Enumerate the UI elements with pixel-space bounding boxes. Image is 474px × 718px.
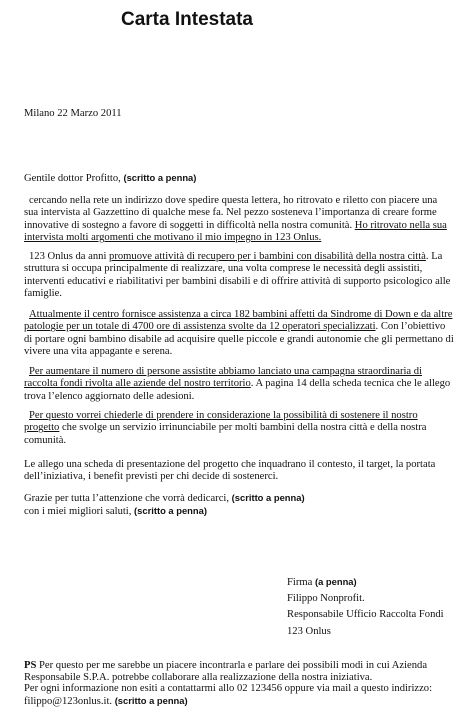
paragraph-1 [24, 195, 454, 245]
postscript-contact: Per ogni informazione non esiti a contattarmi allo 02 123456 oppure via mail a questo indirizzo: filippo@123onlus.it. [24, 683, 433, 707]
paragraph-1-underlined: Ho ritrovato nella sua intervista molti argomenti che motivano il mio impegno in 123 Onlus. [24, 219, 447, 244]
closing-line-2-text: con i miei migliori saluti, [24, 506, 135, 518]
signer-name: Filippo Nonprofit. [287, 593, 365, 605]
letterhead-title: Carta Intestata [121, 9, 253, 30]
handwritten-note: (scritto a penna) [123, 172, 197, 183]
paragraph-6: Le allego una scheda di presentazione del progetto che inquadrano il contesto, il target, la portata dell’iniziativa, i benefit previsti per chi decide di sostenerci. [24, 459, 436, 483]
paragraph-3 [24, 309, 454, 359]
signature-block [287, 574, 444, 640]
paragraph-4 [24, 366, 454, 403]
greeting [24, 172, 454, 185]
paragraph-2-pre: 123 Onlus da anni [29, 251, 110, 262]
paragraph-2-underlined: promuove attività di recupero per i bambini con disabilità della nostra città [109, 251, 426, 262]
postscript [24, 660, 464, 707]
closing-line-2 [24, 505, 454, 518]
paragraph-4-post: . A pagina 14 della scheda tecnica che le allego trova l’elenco aggiornato delle adesioni. [24, 378, 451, 402]
postscript-line-2 [24, 683, 464, 707]
handwritten-note: (scritto a penna) [134, 505, 207, 517]
signature-label: Firma [287, 577, 315, 588]
greeting-text: Gentile dottor Profitto, [24, 173, 124, 184]
signer-role: Responsabile Ufficio Raccolta Fondi [287, 609, 444, 621]
paragraph-3-underlined: Attualmente il centro fornisce assistenza a circa 182 bambini affetti da Sindrome di Down e da altre patologie per un totale di 4700 ore di assistenza svolte da 12 operatori specializzati [24, 309, 453, 333]
paragraph-4-underlined: Per aumentare il numero di persone assistite abbiamo lanciato una campagna straordinaria di raccolta fondi rivolta alle aziende del nostro territorio [24, 366, 423, 390]
paragraph-5-post: che svolge un servizio irrinunciabile per molti bambini della nostra città e della nostra comunità. [24, 422, 427, 446]
handwritten-note: (scritto a penna) [114, 694, 188, 706]
paragraph-5 [24, 410, 454, 447]
closing-line-1-text: Grazie per tutta l’attenzione che vorrà dedicarci, [24, 493, 232, 504]
handwritten-note: (a penna) [314, 576, 357, 587]
paragraph-2-post: . La struttura si occupa principalmente di realizzare, una volta comprese le necessità degli assistiti, interventi educativi e riabilitativi per bambini disabili e di offrire attività di supporto psicologico alle famiglie. [24, 251, 451, 300]
paragraph-2 [24, 251, 454, 301]
paragraph-5-underlined: Per questo vorrei chiederle di prendere in considerazione la possibilità di sostenere il nostro progetto [24, 410, 418, 434]
postscript-line-1 [24, 660, 464, 683]
handwritten-note: (scritto a penna) [231, 492, 305, 503]
postscript-text: Per questo per me sarebbe un piacere incontrarla e parlare dei possibili modi in cui Azienda Responsabile S.P.A. potrebbe collaborare alla realizzazione della nostra iniziativa. [24, 660, 428, 683]
paragraph-3-post: . Con l’obiettivo di portare ogni bambino disabile ad acquisire quelle piccole e grandi autonomie che gli permettano di vivere una vita appagante e serena. [24, 321, 454, 358]
letter-date: Milano 22 Marzo 2011 [24, 108, 122, 119]
signature-line [287, 574, 444, 591]
closing-line-1 [24, 492, 454, 505]
paragraph-1-text: cercando nella rete un indirizzo dove spedire questa lettera, ho ritrovato e riletto con piacere una sua intervista al Gazzettino di qualche mese fa. Nel pezzo sosteneva l’importanza di creare forme innovative di sostegno a favore di soggetti in difficoltà nella nostra comunità. [24, 195, 438, 231]
closing [24, 492, 454, 519]
postscript-label: PS [24, 660, 37, 671]
signer-organization: 123 Onlus [287, 625, 331, 637]
